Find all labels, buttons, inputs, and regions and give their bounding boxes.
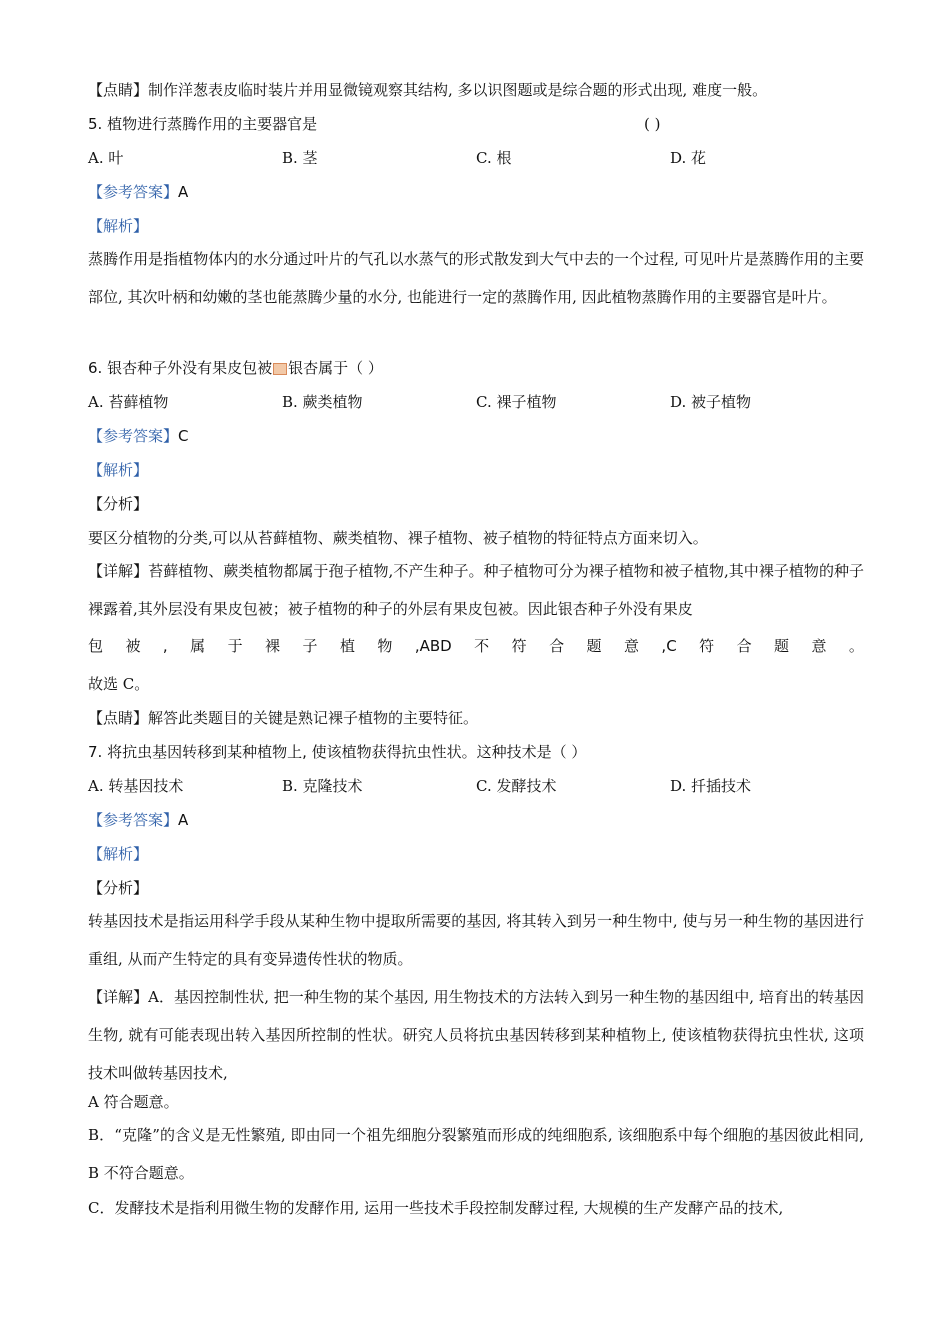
question-6-detail-justified-line: 包 被 , 属 于 裸 子 植 物 ,ABD 不 符 合 题 意 ,C 符 合 题 意 。 (88, 637, 864, 655)
question-5-paren: ( ) (644, 115, 661, 133)
question-7-fenxi-label: 【分析】 (88, 879, 149, 897)
option-a: A. 转基因技术 (88, 777, 184, 795)
option-d: D. 被子植物 (670, 393, 752, 411)
question-6-options (88, 392, 864, 412)
option-a: A. 苔藓植物 (88, 393, 169, 411)
option-c: C. 发酵技术 (476, 777, 557, 795)
option-c: C. 裸子植物 (476, 393, 557, 411)
question-5-stem: 5. 植物进行蒸腾作用的主要器官是 (88, 115, 318, 133)
question-7-answer: 【参考答案】A (88, 811, 189, 829)
tip-line-q4: 【点睛】制作洋葱表皮临时装片并用显微镜观察其结构, 多以识图题或是综合题的形式出现, 难度一般。 (88, 81, 768, 99)
question-7-c-note: C．发酵技术是指利用微生物的发酵作用, 运用一些技术手段控制发酵过程, 大规模的生产发酵产品的技术, (88, 1199, 784, 1217)
question-5-analysis-label: 【解析】 (88, 217, 149, 235)
option-d: D. 花 (670, 149, 707, 167)
question-7-fenxi-text: 转基因技术是指运用科学手段从某种生物中提取所需要的基因, 将其转入到另一种生物中, 使与另一种生物的基因进行重组, 从而产生特定的具有变异遗传性状的物质。 (88, 912, 864, 968)
option-b: B. 茎 (282, 149, 318, 167)
question-5-explanation: 蒸腾作用是指植物体内的水分通过叶片的气孔以水蒸气的形式散发到大气中去的一个过程, 可见叶片是蒸腾作用的主要部位, 其次叶柄和幼嫩的茎也能蒸腾少量的水分, 也能进行一定的蒸腾作用, 因此植物蒸腾作用的主要器官是叶片。 (88, 250, 864, 306)
question-6-answer: 【参考答案】C (88, 427, 189, 445)
question-5-options (88, 148, 864, 168)
question-7-analysis-label: 【解析】 (88, 845, 149, 863)
question-6-stem: 6. 银杏种子外没有果皮包被 银杏属于（ ） (88, 359, 383, 377)
question-6-fenxi-label: 【分析】 (88, 495, 149, 513)
question-5-answer: 【参考答案】A (88, 183, 189, 201)
question-7-a-note: A 符合题意。 (88, 1093, 179, 1111)
question-6-tip: 【点睛】解答此类题目的关键是熟记裸子植物的主要特征。 (88, 709, 479, 727)
option-d: D. 扦插技术 (670, 777, 752, 795)
question-6-analysis-label: 【解析】 (88, 461, 149, 479)
option-a: A. 叶 (88, 149, 124, 167)
question-7-stem: 7. 将抗虫基因转移到某种植物上, 使该植物获得抗虫性状。这种技术是（ ） (88, 743, 587, 761)
question-6-fenxi-text: 要区分植物的分类,可以从苔藓植物、蕨类植物、裸子植物、被子植物的特征特点方面来切入。 (88, 529, 708, 547)
question-7-b-note: B．“克隆”的含义是无性繁殖, 即由同一个祖先细胞分裂繁殖而形成的纯细胞系, 该细胞系中每个细胞的基因彼此相同, B 不符合题意。 (88, 1126, 864, 1182)
question-7-detail: 【详解】A．基因控制性状, 把一种生物的某个基因, 用生物技术的方法转入到另一种生物的基因组中, 培育出的转基因生物, 就有可能表现出转入基因所控制的性状。研究人员将抗虫基因转移到某种植物上, 使该植物获得抗虫性状, 这项技术叫做转基因技术, (88, 988, 864, 1082)
question-6-detail: 【详解】苔藓植物、蕨类植物都属于孢子植物,不产生种子。种子植物可分为裸子植物和被子植物,其中裸子植物的种子裸露着,其外层没有果皮包被；被子植物的种子的外层有果皮包被。因此银杏种子外没有果皮 (88, 562, 864, 618)
question-6-conclusion: 故选 C。 (88, 675, 150, 693)
scan-mark-icon (273, 363, 287, 375)
question-7-options (88, 776, 864, 796)
option-b: B. 蕨类植物 (282, 393, 363, 411)
option-b: B. 克隆技术 (282, 777, 363, 795)
option-c: C. 根 (476, 149, 512, 167)
